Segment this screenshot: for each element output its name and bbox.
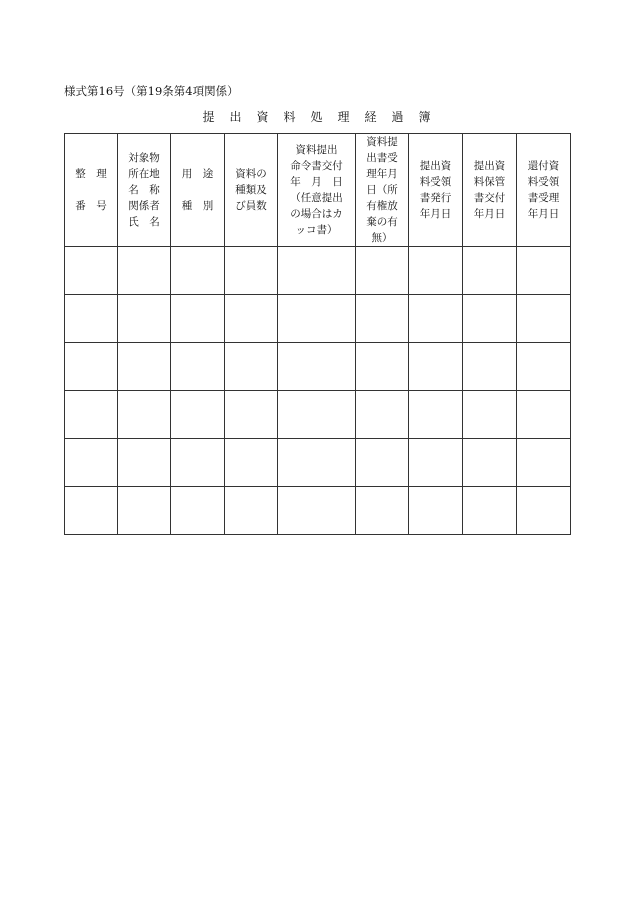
header-label: 提出資 料保管 書交付 年月日 (473, 160, 506, 220)
table-row (65, 295, 571, 343)
header-label: 資料提 出書受 理年月 日（所 有権放 棄の有 無） (366, 136, 398, 244)
table-cell[interactable] (278, 343, 356, 391)
ledger-body (65, 247, 571, 535)
table-cell[interactable] (463, 343, 517, 391)
table-cell[interactable] (225, 487, 278, 535)
table-cell[interactable] (409, 295, 463, 343)
header-cell-storage-issue-date (463, 134, 517, 247)
table-cell[interactable] (356, 487, 409, 535)
table-row (65, 439, 571, 487)
table-cell[interactable] (118, 343, 171, 391)
table-cell[interactable] (517, 343, 571, 391)
table-cell[interactable] (409, 391, 463, 439)
header-cell-serial-number (65, 134, 118, 247)
table-cell[interactable] (278, 487, 356, 535)
table-cell[interactable] (356, 439, 409, 487)
table-cell[interactable] (517, 247, 571, 295)
table-cell[interactable] (65, 247, 118, 295)
table-cell[interactable] (278, 439, 356, 487)
header-cell-receipt-issue-date (409, 134, 463, 247)
table-cell[interactable] (118, 487, 171, 535)
table-cell[interactable] (409, 439, 463, 487)
header-cell-usage-type (171, 134, 225, 247)
table-cell[interactable] (356, 247, 409, 295)
table-cell[interactable] (118, 295, 171, 343)
form-number-label: 様式第16号（第19条第4項関係） (64, 84, 239, 98)
table-cell[interactable] (278, 295, 356, 343)
table-cell[interactable] (225, 391, 278, 439)
table-cell[interactable] (356, 343, 409, 391)
header-label: 還付資 料受領 書受理 年月日 (527, 160, 560, 220)
header-label: 対象物 所在地 名 称 関係者 氏 名 (128, 152, 160, 228)
table-row (65, 487, 571, 535)
header-cell-order-issue-date (278, 134, 356, 247)
header-label: 整 理 番 号 (75, 168, 107, 212)
header-cell-material-kind (225, 134, 278, 247)
table-cell[interactable] (65, 439, 118, 487)
table-cell[interactable] (118, 439, 171, 487)
table-cell[interactable] (356, 295, 409, 343)
table-cell[interactable] (517, 487, 571, 535)
table-cell[interactable] (278, 391, 356, 439)
table-cell[interactable] (118, 391, 171, 439)
table-cell[interactable] (463, 295, 517, 343)
header-cell-receipt-date (356, 134, 409, 247)
table-cell[interactable] (409, 343, 463, 391)
table-cell[interactable] (65, 487, 118, 535)
document-title: 提出資料処理経過簿 (202, 110, 446, 124)
table-cell[interactable] (356, 391, 409, 439)
ledger-table (64, 133, 571, 535)
table-cell[interactable] (171, 247, 225, 295)
table-cell[interactable] (225, 439, 278, 487)
table-cell[interactable] (409, 487, 463, 535)
table-cell[interactable] (65, 295, 118, 343)
header-label: 用 途 種 別 (181, 168, 214, 212)
table-cell[interactable] (171, 343, 225, 391)
table-cell[interactable] (171, 295, 225, 343)
table-cell[interactable] (463, 391, 517, 439)
table-cell[interactable] (463, 487, 517, 535)
table-cell[interactable] (225, 295, 278, 343)
table-cell[interactable] (225, 247, 278, 295)
table-cell[interactable] (409, 247, 463, 295)
header-label: 資料の 種類及 び員数 (235, 168, 267, 212)
table-cell[interactable] (463, 439, 517, 487)
table-cell[interactable] (225, 343, 278, 391)
header-cell-target-location (118, 134, 171, 247)
table-row (65, 343, 571, 391)
table-cell[interactable] (65, 391, 118, 439)
table-cell[interactable] (517, 295, 571, 343)
table-cell[interactable] (517, 439, 571, 487)
header-label: 資料提出 命令書交付 年 月 日 （任意提出 の場合はカ ッコ書） (290, 144, 343, 236)
table-row (65, 391, 571, 439)
header-row (65, 134, 571, 247)
table-cell[interactable] (118, 247, 171, 295)
table-cell[interactable] (171, 391, 225, 439)
table-cell[interactable] (171, 439, 225, 487)
table-cell[interactable] (171, 487, 225, 535)
table-cell[interactable] (278, 247, 356, 295)
header-cell-return-receipt-date (517, 134, 571, 247)
table-cell[interactable] (65, 343, 118, 391)
table-cell[interactable] (463, 247, 517, 295)
table-row (65, 247, 571, 295)
table-cell[interactable] (517, 391, 571, 439)
header-label: 提出資 料受領 書発行 年月日 (419, 160, 452, 220)
